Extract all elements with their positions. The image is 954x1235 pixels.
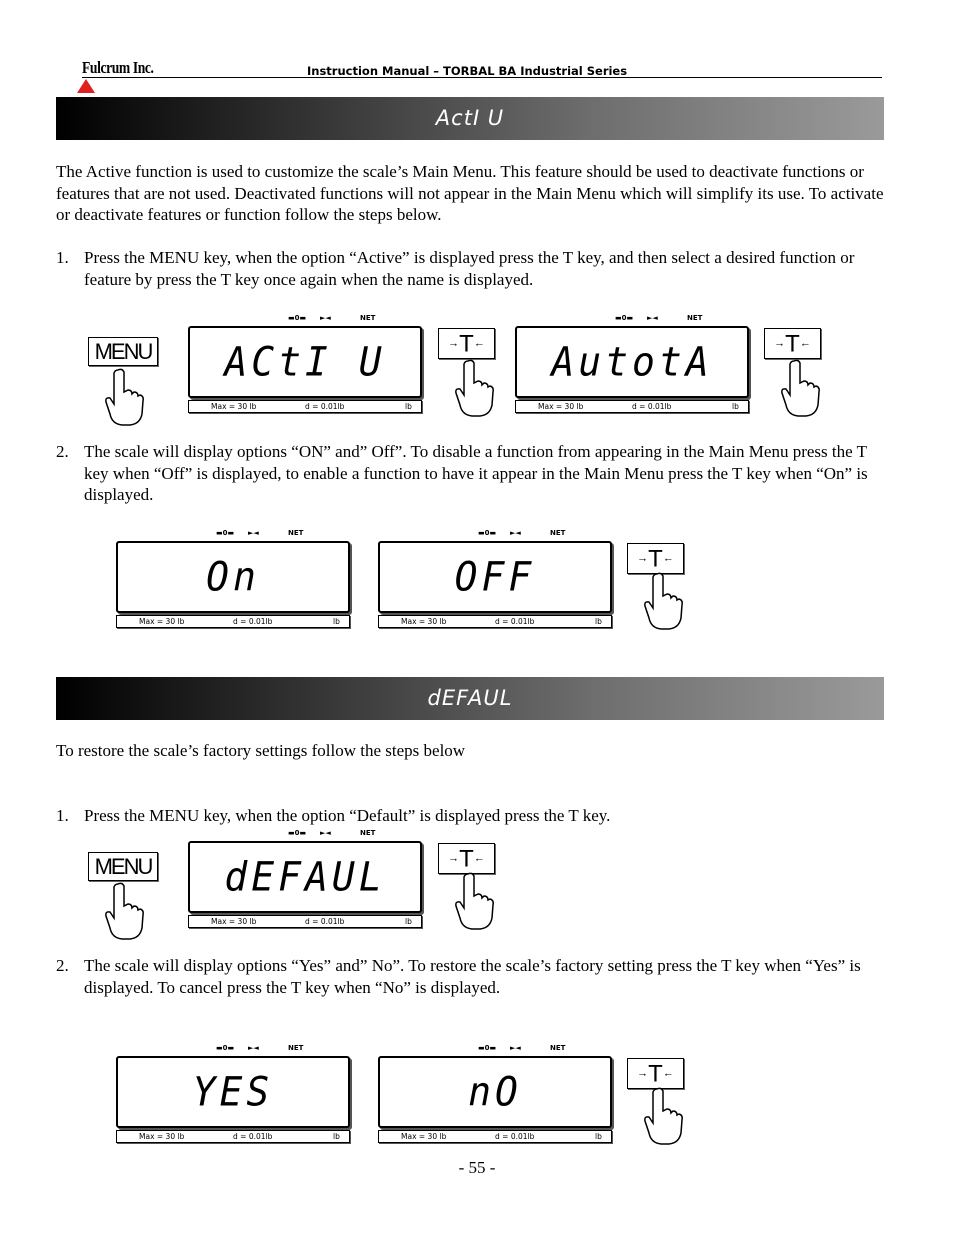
manual-title: Instruction Manual – TORBAL BA Industrial Series	[307, 64, 628, 78]
tare-key[interactable]: →T←	[438, 328, 495, 359]
pointing-hand-icon	[454, 872, 494, 930]
lcd-text: ACtI U	[224, 338, 386, 386]
step-text: The scale will display options “Yes” and” No”. To restore the scale’s factory setting press the T key when “Yes” is displayed. To cancel press the T key when “No” is displayed.	[84, 956, 861, 997]
step-text: The scale will display options “ON” and” Off”. To disable a function from appearing in the Main Menu press the T key when “Off” is displayed, to enable a function to have it appear in the Main Menu press the T key when “On” is displayed.	[84, 442, 868, 504]
lcd-screen	[116, 541, 350, 613]
tare-key[interactable]: →T←	[627, 543, 684, 574]
pointing-hand-icon	[104, 368, 144, 426]
lcd-screen	[188, 326, 422, 398]
section-intro: The Active function is used to customize the scale’s Main Menu. This feature should be used to deactivate functions or features that are not used. Deactivated functions will not appear in the Main Menu which will simplify its use. To activate or deactivate features or function follow the steps below.	[56, 162, 884, 224]
section-intro: To restore the scale’s factory settings follow the steps below	[56, 741, 466, 760]
lcd-screen	[515, 326, 749, 398]
capacity-strip: Max = 30 lb d = 0.01lb lb	[116, 1130, 350, 1143]
company-logo: Fulcrum Inc.	[82, 58, 154, 77]
section-header-active	[56, 97, 884, 140]
page-number: - 55 -	[458, 1158, 496, 1177]
menu-key[interactable]: MENU	[88, 337, 158, 366]
lcd-text: OFF	[454, 553, 536, 601]
capacity-strip: Max = 30 lb d = 0.01lb lb	[378, 1130, 612, 1143]
pointing-hand-icon	[643, 572, 683, 630]
pointing-hand-icon	[643, 1087, 683, 1145]
lcd-text: nO	[468, 1068, 522, 1116]
header-divider	[82, 77, 882, 78]
menu-key[interactable]: MENU	[88, 852, 158, 881]
lcd-screen	[378, 1056, 612, 1128]
lcd-text: AutotA	[551, 338, 713, 386]
capacity-strip: Max = 30 lb d = 0.01lb lb	[515, 400, 749, 413]
lcd-text: YES	[192, 1068, 274, 1116]
pointing-hand-icon	[454, 359, 494, 417]
capacity-strip: Max = 30 lb d = 0.01lb lb	[116, 615, 350, 628]
logo-triangle-icon	[77, 79, 95, 93]
tare-key[interactable]: →T←	[438, 843, 495, 874]
section-title: dEFAUL	[427, 686, 513, 710]
step-number: 2.	[56, 442, 69, 461]
lcd-screen	[116, 1056, 350, 1128]
section-title: ActI U	[435, 106, 505, 130]
step-text: Press the MENU key, when the option “Default” is displayed press the T key.	[84, 806, 611, 825]
capacity-strip: Max = 30 lb d = 0.01lb lb	[378, 615, 612, 628]
pointing-hand-icon	[104, 882, 144, 940]
step-number: 1.	[56, 248, 69, 267]
capacity-strip: Max = 30 lb d = 0.01lb lb	[188, 915, 422, 928]
step-number: 2.	[56, 956, 69, 975]
step-text: Press the MENU key, when the option “Active” is displayed press the T key, and then select a desired function or feature by press the T key once again when the name is displayed.	[84, 248, 855, 289]
lcd-text: dEFAUL	[224, 853, 386, 901]
lcd-screen	[188, 841, 422, 913]
tare-key[interactable]: →T←	[764, 328, 821, 359]
capacity-strip: Max = 30 lb d = 0.01lb lb	[188, 400, 422, 413]
section-header-default	[56, 677, 884, 720]
lcd-screen	[378, 541, 612, 613]
lcd-text: On	[206, 553, 260, 601]
tare-key[interactable]: →T←	[627, 1058, 684, 1089]
pointing-hand-icon	[780, 359, 820, 417]
step-number: 1.	[56, 806, 69, 825]
